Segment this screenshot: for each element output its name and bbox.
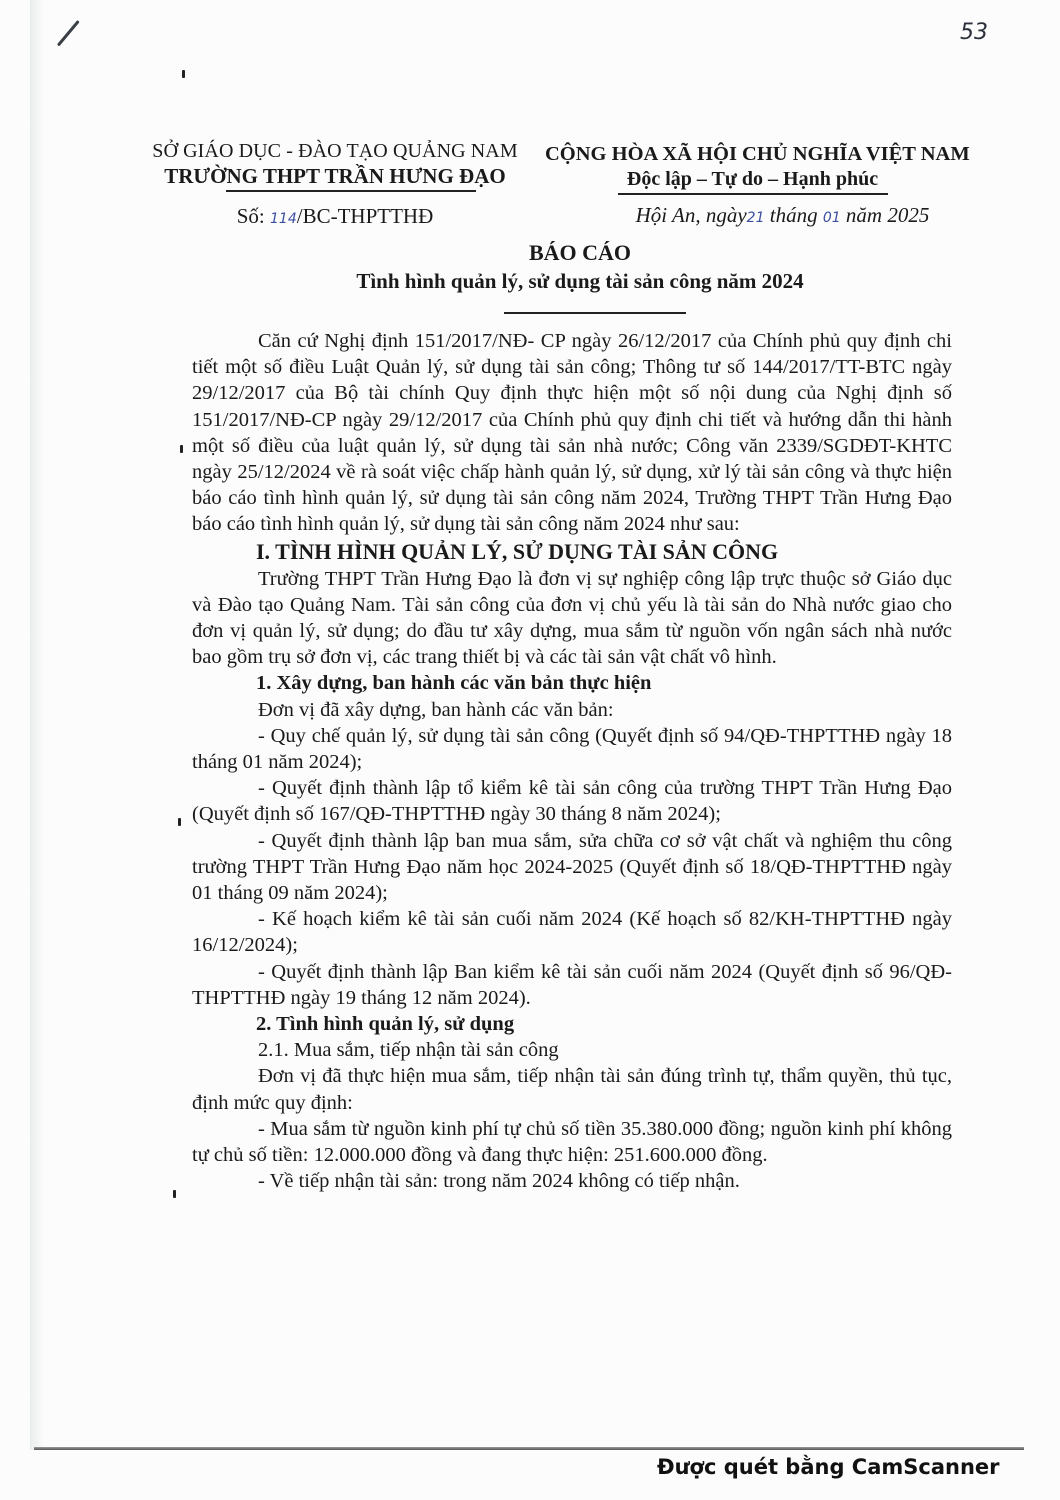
section-1-intro: Trường THPT Trần Hưng Đạo là đơn vị sự nghiệp công lập trực thuộc sở Giáo dục và Đào tạo Quảng Nam. Tài sản công của đơn vị chủ yếu là tài sản do Nhà nước giao cho đơn vị quản lý, sử dụng; do đầu tư xây dựng, mua sắm từ nguồn vốn ngân sách nhà nước bao gồm trụ sở đơn vị, các trang thiết bị và các tài sản vật chất vô hình. xyxy=(192,567,952,669)
scan-tick-mark xyxy=(182,70,185,78)
date-month-handwritten: 01 xyxy=(822,209,841,226)
subsection-1-heading: 1. Xây dựng, ban hành các văn bản thực hiện xyxy=(256,672,652,695)
report-title-block xyxy=(300,240,860,314)
date-year: năm 2025 xyxy=(840,202,930,227)
report-title: BÁO CÁO xyxy=(528,240,632,265)
school-underline xyxy=(226,190,476,192)
scan-tick-mark xyxy=(180,445,183,453)
document-list-item: - Quyết định thành lập tổ kiểm kê tài sản công của trường THPT Trần Hưng Đạo (Quyết định số 167/QĐ-THPTTHĐ ngày 30 tháng 8 năm 2024); xyxy=(192,777,952,826)
subsection-2-1-intro: Đơn vị đã thực hiện mua sắm, tiếp nhận tài sản đúng trình tự, thẩm quyền, thủ tục, định mức quy định: xyxy=(192,1065,952,1114)
scan-edge-shadow xyxy=(30,0,44,1450)
issuing-agency-block xyxy=(150,140,520,229)
scan-bottom-edge xyxy=(34,1447,1024,1450)
subsection-2-heading: 2. Tình hình quản lý, sử dụng xyxy=(256,1013,515,1036)
document-list-item: - Quyết định thành lập Ban kiểm kê tài sản cuối năm 2024 (Quyết định số 96/QĐ-THPTTHĐ ngày 19 tháng 12 năm 2024). xyxy=(192,960,952,1009)
document-list-item: - Quyết định thành lập ban mua sắm, sửa chữa cơ sở vật chất và nghiệm thu công trường THPT Trần Hưng Đạo năm học 2024-2025 (Quyết định số 18/QĐ-THPTTHĐ ngày 01 tháng 09 năm 2024); xyxy=(192,829,952,905)
doc-number-prefix: Số: xyxy=(236,203,271,228)
report-subtitle: Tình hình quản lý, sử dụng tài sản công năm 2024 xyxy=(356,269,804,293)
doc-number-suffix: /BC-THPTTHĐ xyxy=(296,203,434,228)
title-underline xyxy=(504,312,686,314)
intro-paragraph: Căn cứ Nghị định 151/2017/NĐ- CP ngày 26/12/2017 của Chính phủ quy định chi tiết một số điều Luật Quản lý, sử dụng tài sản công; Thông tư số 144/2017/TT-BTC ngày 29/12/2017 của Bộ tài chính Quy định thực hiện một số nội dung của Nghị định số 151/2017/NĐ-CP ngày 29/12/2017 của Chính phủ quy định chi tiết và hướng dẫn thi hành một số điều của luật quản lý, sử dụng tài sản nhà nước; Công văn 2339/SGDĐT-KHTC ngày 25/12/2024 về rà soát việc chấp hành quản lý, sử dụng, xử lý tài sản công và thực hiện báo cáo tình hình quản lý, sử dụng tài sản công năm 2024, Trường THPT Trần Hưng Đạo báo cáo tình hình quản lý, sử dụng tài sản công năm 2024 như sau: xyxy=(192,330,952,536)
doc-number-handwritten: 114 xyxy=(270,210,297,227)
document-list-item: - Quy chế quản lý, sử dụng tài sản công (Quyết định số 94/QĐ-THPTTHĐ ngày 18 tháng 01 năm 2024); xyxy=(192,724,952,774)
document-date xyxy=(575,203,990,228)
procurement-list-item: - Mua sắm từ nguồn kinh phí tự chủ số tiền 35.380.000 đồng; nguồn kinh phí không tự chủ số tiền: 12.000.000 đồng và đang thực hiện: 251.600.000 đồng. xyxy=(192,1117,952,1167)
staple-mark xyxy=(57,20,80,46)
national-motto: Độc lập – Tự do – Hạnh phúc xyxy=(626,168,879,190)
date-place: Hội An, ngày xyxy=(635,202,747,227)
scan-tick-mark xyxy=(173,1190,176,1198)
handwritten-page-number: 53 xyxy=(960,20,988,45)
section-1-heading: I. TÌNH HÌNH QUẢN LÝ, SỬ DỤNG TÀI SẢN CÔNG xyxy=(256,538,779,564)
date-month-label: tháng xyxy=(764,202,823,227)
document-list-item: - Kế hoạch kiểm kê tài sản cuối năm 2024 (Kế hoạch số 82/KH-THPTTHĐ ngày 16/12/2024); xyxy=(192,908,952,957)
motto-underline xyxy=(618,193,888,195)
nation-name: CỘNG HÒA XÃ HỘI CHỦ NGHĨA VIỆT NAM xyxy=(545,143,970,165)
date-day-handwritten: 21 xyxy=(746,209,765,226)
school-name: TRƯỜNG THPT TRẦN HƯNG ĐẠO xyxy=(164,164,506,188)
agency-name: SỞ GIÁO DỤC - ĐÀO TẠO QUẢNG NAM xyxy=(152,140,518,162)
procurement-list-item: - Về tiếp nhận tài sản: trong năm 2024 không có tiếp nhận. xyxy=(258,1170,740,1193)
scan-tick-mark xyxy=(178,818,181,826)
camscanner-watermark: Được quét bằng CamScanner xyxy=(657,1455,1000,1479)
national-header-block xyxy=(545,143,970,228)
report-body xyxy=(192,328,952,1195)
document-number xyxy=(150,204,520,229)
subsection-1-intro: Đơn vị đã xây dựng, ban hành các văn bản: xyxy=(258,698,614,721)
subsection-2-1-heading: 2.1. Mua sắm, tiếp nhận tài sản công xyxy=(258,1039,559,1062)
